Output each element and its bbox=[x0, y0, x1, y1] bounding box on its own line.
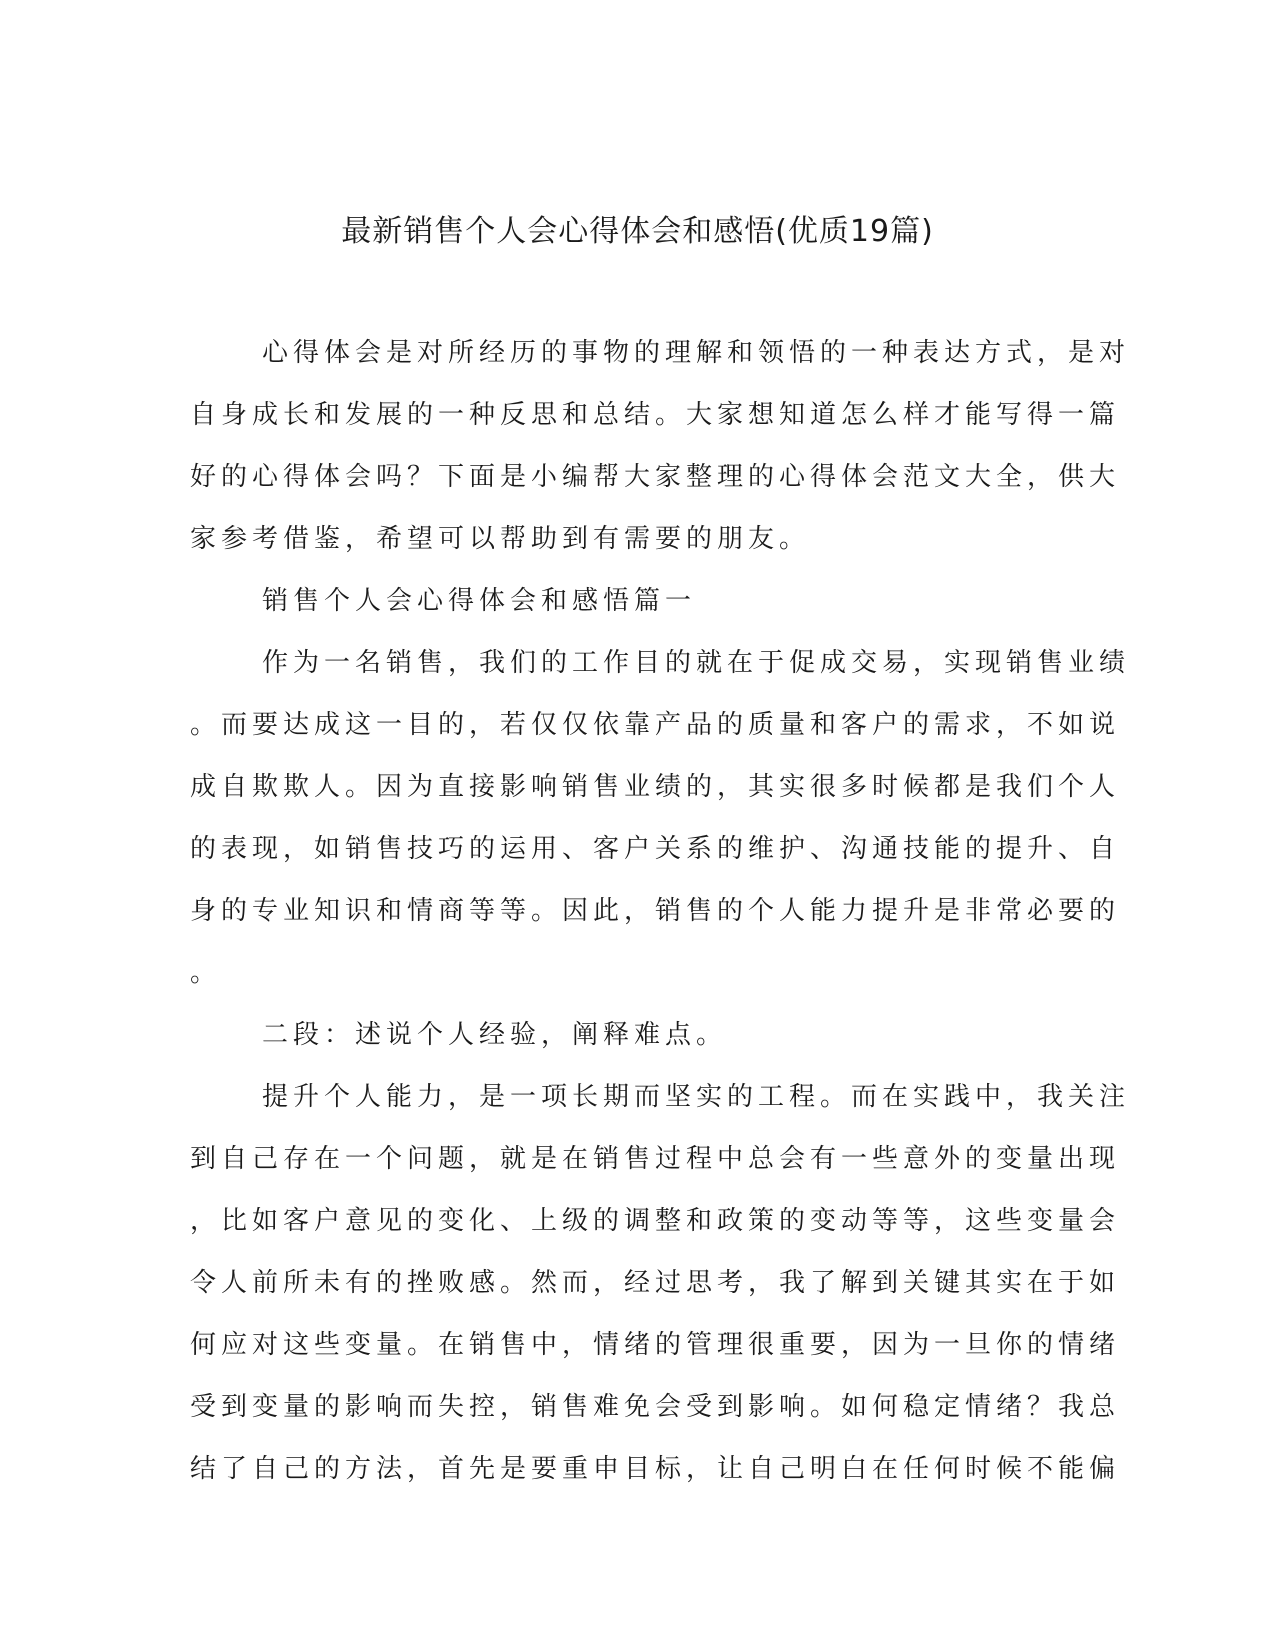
document-body bbox=[190, 322, 1131, 1500]
body-line: 何应对这些变量。在销售中，情绪的管理很重要，因为一旦你的情绪 bbox=[190, 1330, 1121, 1360]
body-line: 受到变量的影响而失控，销售难免会受到影响。如何稳定情绪？我总 bbox=[190, 1392, 1121, 1422]
body-line: 身的专业知识和情商等等。因此，销售的个人能力提升是非常必要的 bbox=[190, 896, 1121, 926]
body-line: 心得体会是对所经历的事物的理解和领悟的一种表达方式，是对 bbox=[262, 338, 1131, 368]
body-line: 销售个人会心得体会和感悟篇一 bbox=[262, 586, 697, 616]
body-line: 。 bbox=[190, 958, 222, 988]
body-line: 家参考借鉴，希望可以帮助到有需要的朋友。 bbox=[190, 524, 811, 554]
document-title: 最新销售个人会心得体会和感悟(优质19篇) bbox=[341, 214, 934, 249]
body-line: 。而要达成这一目的，若仅仅依靠产品的质量和客户的需求，不如说 bbox=[190, 710, 1121, 740]
body-line: 结了自己的方法，首先是要重申目标，让自己明白在任何时候不能偏 bbox=[190, 1454, 1121, 1484]
body-line: 到自己存在一个问题，就是在销售过程中总会有一些意外的变量出现 bbox=[190, 1144, 1121, 1174]
body-line: ，比如客户意见的变化、上级的调整和政策的变动等等，这些变量会 bbox=[190, 1206, 1121, 1236]
body-line: 的表现，如销售技巧的运用、客户关系的维护、沟通技能的提升、自 bbox=[190, 834, 1121, 864]
body-line: 作为一名销售，我们的工作目的就在于促成交易，实现销售业绩 bbox=[262, 648, 1131, 678]
body-line: 令人前所未有的挫败感。然而，经过思考，我了解到关键其实在于如 bbox=[190, 1268, 1121, 1298]
body-line: 成自欺欺人。因为直接影响销售业绩的，其实很多时候都是我们个人 bbox=[190, 772, 1121, 802]
body-line: 自身成长和发展的一种反思和总结。大家想知道怎么样才能写得一篇 bbox=[190, 400, 1121, 430]
body-line: 二段：述说个人经验，阐释难点。 bbox=[262, 1020, 728, 1050]
body-line: 好的心得体会吗？下面是小编帮大家整理的心得体会范文大全，供大 bbox=[190, 462, 1121, 492]
body-line: 提升个人能力，是一项长期而坚实的工程。而在实践中，我关注 bbox=[262, 1082, 1131, 1112]
